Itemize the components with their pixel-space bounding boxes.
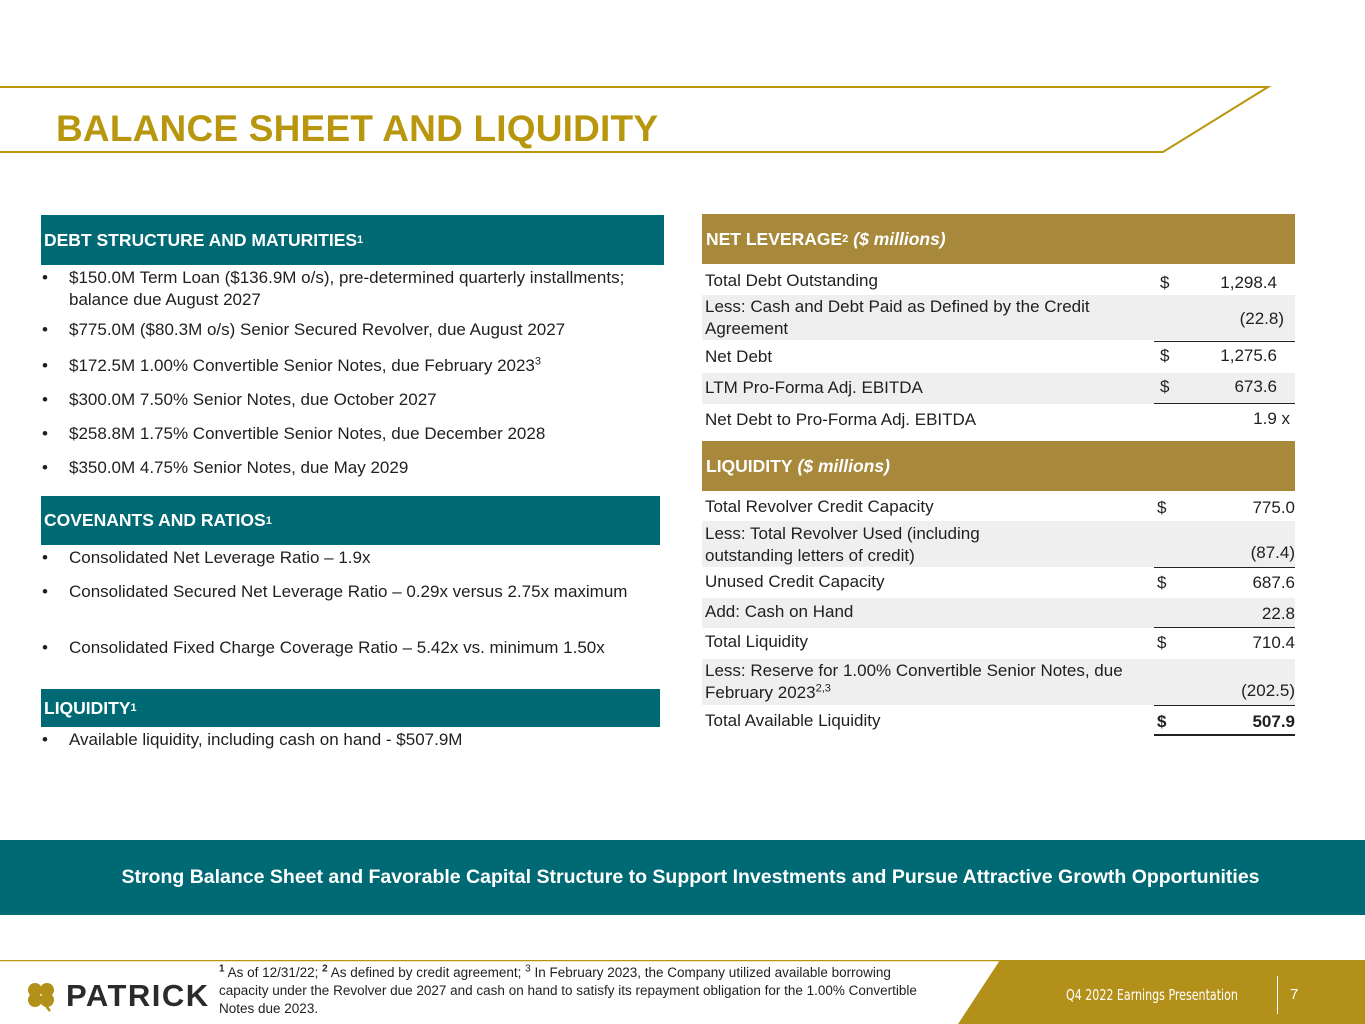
table-row: Total Liquidity $ 710.4 (705, 632, 1295, 652)
net-leverage-table (702, 264, 1295, 436)
table-row: Net Debt $ 1,275.6 (705, 346, 1277, 366)
list-item: • Consolidated Secured Net Leverage Ratio – 0.29x versus 2.75x maximum (41, 581, 641, 637)
table-row: Less: Cash and Debt Paid as Defined by the Credit Agreement (22.8) (702, 295, 1295, 340)
page-number: 7 (1290, 986, 1299, 1003)
table-row: Less: Reserve for 1.00% Convertible Senior Notes, due February 2023$^{2,3}$ (202.5) (702, 659, 1295, 705)
list-item: • $150.0M Term Loan ($136.9M o/s), pre-determined quarterly installments; balance due August 2027 (41, 267, 641, 319)
summary-banner: Strong Balance Sheet and Favorable Capital Structure to Support Investments and Pursue Attractive Growth Opportunities (0, 840, 1365, 915)
presentation-label: Q4 2022 Earnings Presentation (1066, 986, 1238, 1004)
liquidity-table (702, 491, 1295, 741)
liquidity-table-heading: LIQUIDITY ($ millions) (702, 441, 1295, 491)
table-row: Unused Credit Capacity $ 687.6 (705, 572, 1295, 592)
list-item: • $258.8M 1.75% Convertible Senior Notes, due December 2028 (41, 423, 641, 457)
table-row: Less: Total Revolver Used (including outstanding letters of credit) (87.4) (702, 521, 1295, 567)
list-item: • Available liquidity, including cash on hand - $507.9M (41, 729, 641, 751)
table-row: Total Debt Outstanding $ 1,298.4 (705, 271, 1277, 292)
list-item: • $172.5M 1.00% Convertible Senior Notes, due February 2023$^3$ (41, 355, 641, 389)
shamrock-icon (24, 980, 58, 1012)
table-row: LTM Pro-Forma Adj. EBITDA $ 673.6 (702, 373, 1295, 404)
debt-structure-list (41, 267, 641, 483)
covenants-heading: COVENANTS AND RATIOS 1 (41, 496, 660, 545)
total-rule (1154, 734, 1295, 736)
list-item: • Consolidated Net Leverage Ratio – 1.9x (41, 547, 641, 581)
list-item: • $300.0M 7.50% Senior Notes, due October 2027 (41, 389, 641, 423)
logo-text: PATRICK (66, 978, 210, 1013)
footer-divider (1277, 976, 1278, 1014)
liquidity-list (41, 729, 641, 751)
table-row: Total Available Liquidity $ 507.9 (705, 711, 1295, 731)
company-logo (24, 978, 210, 1014)
list-item: • $350.0M 4.75% Senior Notes, due May 2029 (41, 457, 641, 483)
list-item: • Consolidated Fixed Charge Coverage Ratio – 5.42x vs. minimum 1.50x (41, 637, 641, 681)
covenants-list (41, 547, 641, 681)
table-row: Add: Cash on Hand 22.8 (702, 598, 1295, 628)
debt-structure-heading: DEBT STRUCTURE AND MATURITIES 1 (41, 215, 664, 265)
page-title: BALANCE SHEET AND LIQUIDITY (56, 108, 659, 149)
net-leverage-heading: NET LEVERAGE 2 ($ millions) (702, 214, 1295, 264)
liquidity-heading: LIQUIDITY 1 (41, 689, 660, 727)
footnotes: $^1$ As of 12/31/22; $^2$ As defined by credit agreement; $^3$ In February 2023, the Company utilized available borrowing capacity under the Revolver due 2027 and cash on hand to satisfy its repayment obligation for the 1.00% Convertible Notes due 2023. (219, 963, 917, 1016)
table-row: Total Revolver Credit Capacity $ 775.0 (705, 497, 1295, 517)
table-row: Net Debt to Pro-Forma Adj. EBITDA 1.9 x (705, 409, 1290, 429)
list-item: • $775.0M ($80.3M o/s) Senior Secured Revolver, due August 2027 (41, 319, 641, 355)
